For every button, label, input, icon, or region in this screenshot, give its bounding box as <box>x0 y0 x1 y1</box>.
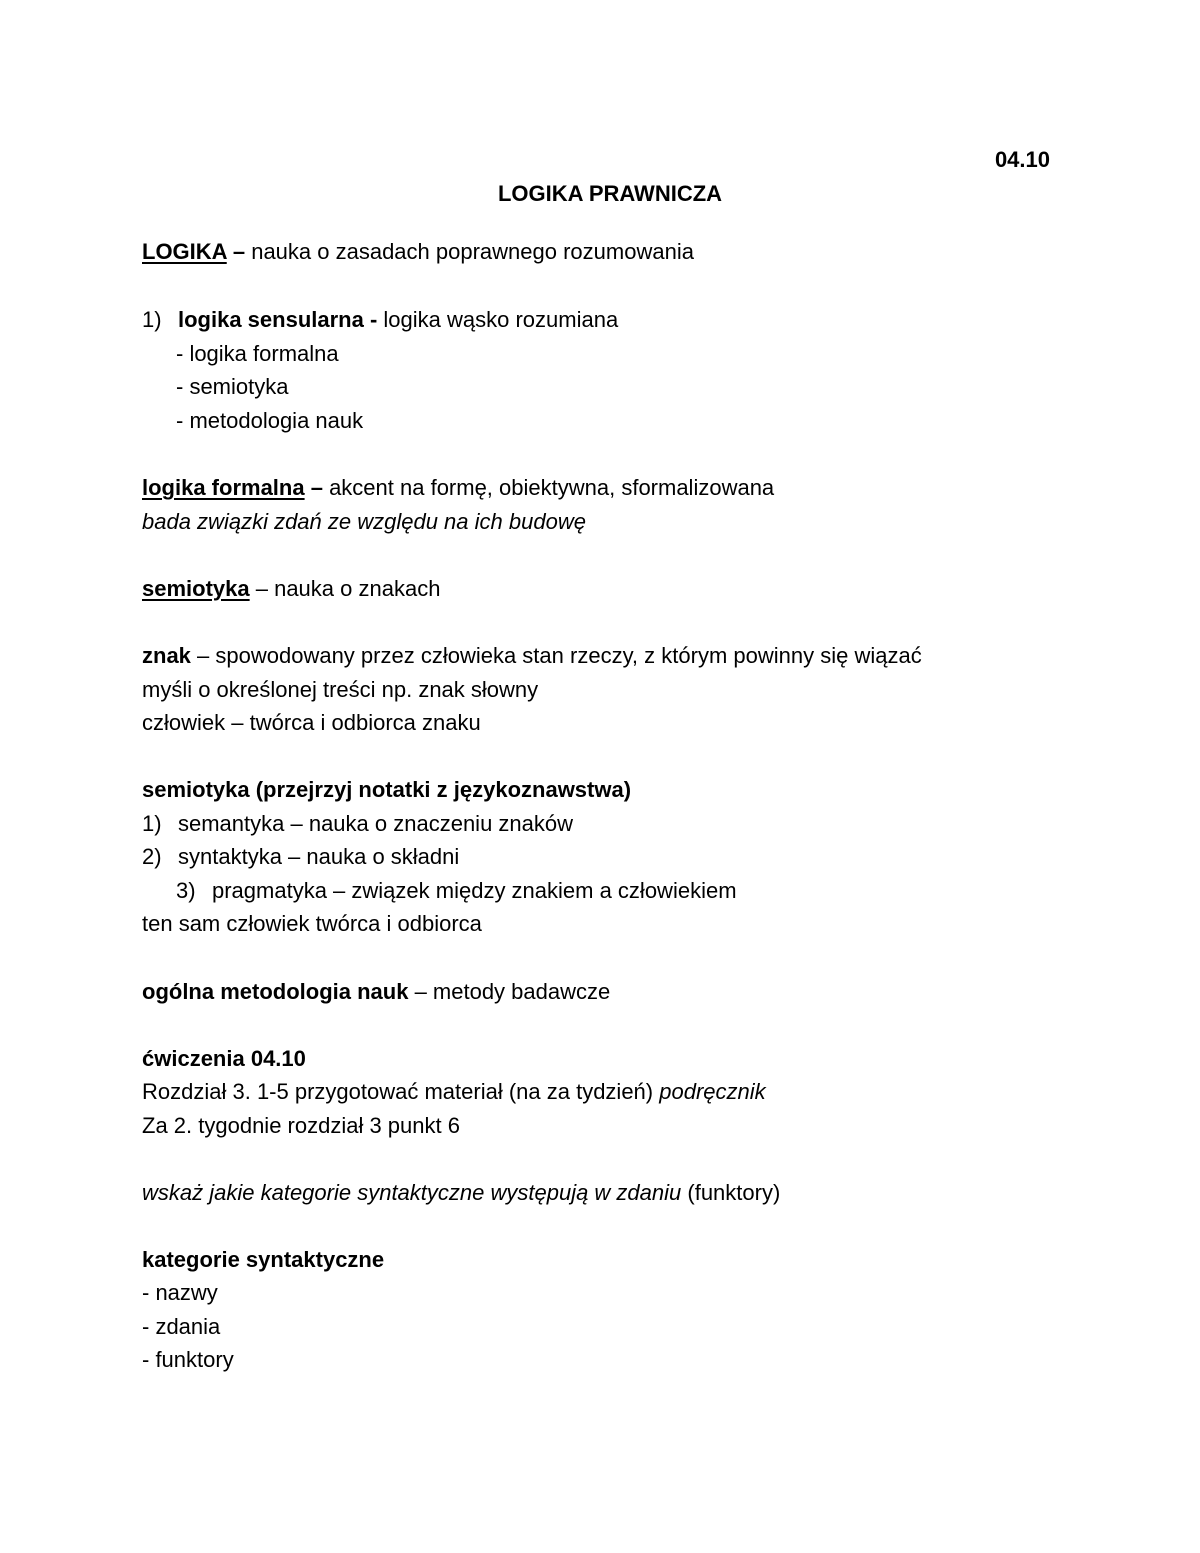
formal-logic-note: bada związki zdań ze względu na ich budowę <box>142 509 586 534</box>
categories-item: - zdania <box>142 1314 221 1339</box>
semiotics-list-item: 2) syntaktyka – nauka o składni <box>142 844 460 869</box>
sensular-item: 1) logika sensularna - logika wąsko rozumiana <box>142 307 619 332</box>
sign-definition: znak – spowodowany przez człowieka stan rzeczy, z którym powinny się wiązać <box>142 643 922 668</box>
categories-item: - nazwy <box>142 1280 218 1305</box>
sensular-subitem: - logika formalna <box>176 341 339 366</box>
methodology-definition: ogólna metodologia nauk – metody badawcze <box>142 979 611 1004</box>
categories-heading: kategorie syntaktyczne <box>142 1247 385 1272</box>
logika-definition: LOGIKA – nauka o zasadach poprawnego rozumowania <box>142 239 694 264</box>
semiotics-list-item: 3) pragmatyka – związek między znakiem a człowiekiem <box>176 878 737 903</box>
formal-logic-definition: logika formalna – akcent na formę, obiektywna, sformalizowana <box>142 475 775 500</box>
page-title: LOGIKA PRAWNICZA <box>497 181 723 206</box>
categories-item: - funktory <box>142 1347 234 1372</box>
exercises-line: Rozdział 3. 1-5 przygotować materiał (na za tydzień) podręcznik <box>142 1079 766 1104</box>
semiotics-heading: semiotyka (przejrzyj notatki z językoznawstwa) <box>142 777 632 802</box>
sensular-subitem: - metodologia nauk <box>176 408 364 433</box>
exercises-heading: ćwiczenia 04.10 <box>142 1046 306 1071</box>
sensular-subitem: - semiotyka <box>176 374 289 399</box>
semiotics-definition: semiotyka – nauka o znakach <box>142 576 441 601</box>
date-heading: 04.10 <box>994 147 1050 172</box>
sign-human-note: człowiek – twórca i odbiorca znaku <box>142 710 481 735</box>
semiotics-list-item: 1) semantyka – nauka o znaczeniu znaków <box>142 811 574 836</box>
task-instruction: wskaż jakie kategorie syntaktyczne występują w zdaniu (funktory) <box>142 1180 781 1205</box>
sign-definition-cont: myśli o określonej treści np. znak słowny <box>142 677 539 702</box>
semiotics-note: ten sam człowiek twórca i odbiorca <box>142 911 482 936</box>
exercises-line: Za 2. tygodnie rozdział 3 punkt 6 <box>142 1113 460 1138</box>
